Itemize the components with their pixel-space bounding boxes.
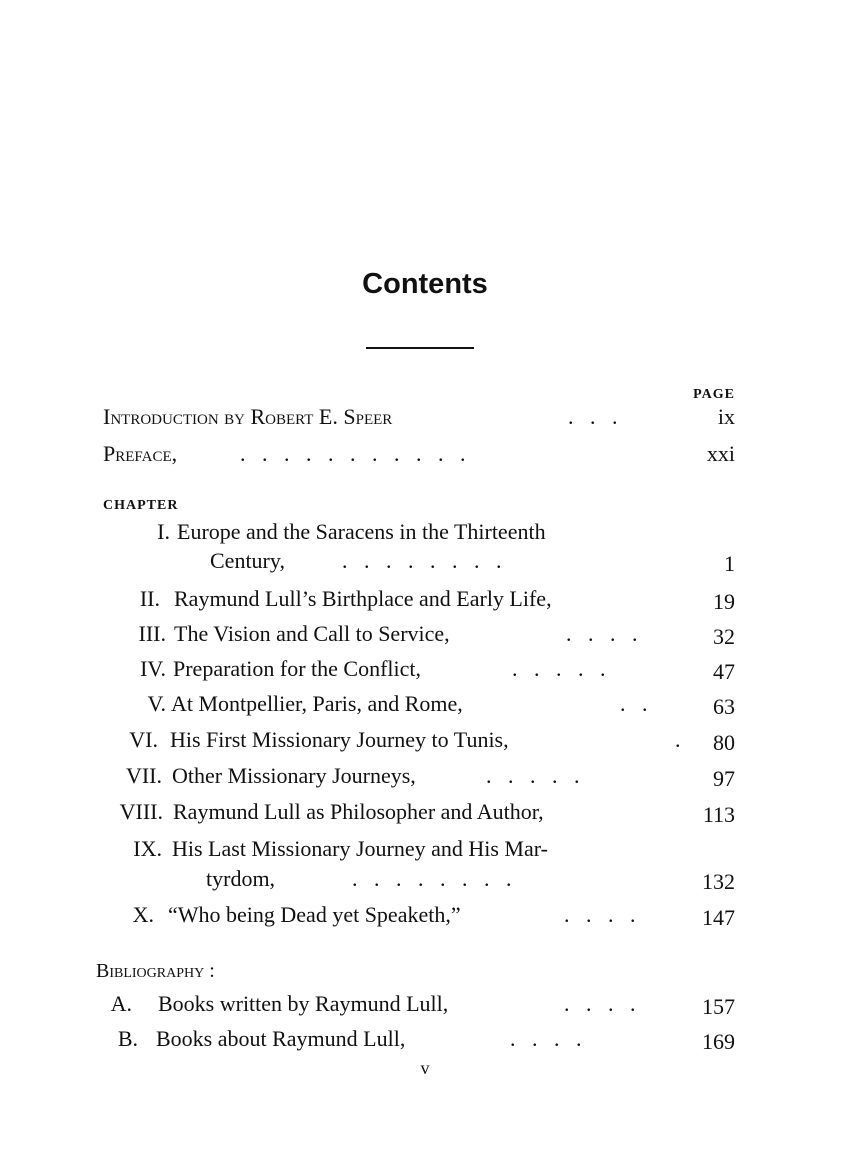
toc-entry-preface: Preface, — [103, 441, 178, 466]
chapter-number: II. — [139, 586, 160, 611]
chapter-number: X. — [132, 902, 154, 927]
bibliography-letter: A. — [110, 991, 132, 1016]
chapter-title: His First Missionary Journey to Tunis, — [170, 727, 509, 752]
folio-page-number: v — [420, 1058, 430, 1078]
chapter-heading: CHAPTER — [103, 498, 179, 513]
chapter-title: Preparation for the Conflict, — [173, 656, 422, 681]
chapter-number: I. — [157, 519, 170, 544]
page-number: 19 — [713, 589, 735, 614]
bibliography-entry: Books written by Raymund Lull, — [158, 991, 449, 1016]
chapter-title-continued: Century, — [210, 548, 285, 573]
chapter-number: IV. — [140, 656, 166, 681]
dot-leader: . — [675, 727, 681, 752]
page-number: 32 — [713, 624, 735, 649]
chapter-number: VIII. — [119, 799, 163, 824]
chapter-title: Raymund Lull as Philosopher and Author, — [173, 799, 544, 824]
chapter-number: V. — [147, 691, 166, 716]
chapter-title: “Who being Dead yet Speaketh,” — [168, 902, 461, 927]
bibliography-heading: Bibliography : — [96, 960, 215, 982]
page-number: ix — [717, 404, 735, 429]
chapter-number: VI. — [129, 727, 158, 752]
dot-leader: . . . . . . . . — [352, 866, 512, 891]
dot-leader: . . . . — [564, 902, 636, 927]
page-number: xxi — [706, 441, 735, 466]
toc-entry-introduction: Introduction by Robert E. Speer — [103, 404, 393, 429]
page-title: Contents — [362, 268, 488, 300]
chapter-title: At Montpellier, Paris, and Rome, — [171, 691, 463, 716]
dot-leader: . . . . . — [512, 656, 606, 681]
dot-leader: . . — [620, 691, 648, 716]
chapter-title: Other Missionary Journeys, — [172, 763, 416, 788]
chapter-title: Europe and the Saracens in the Thirteenth — [177, 519, 546, 544]
bibliography-entry: Books about Raymund Lull, — [156, 1026, 406, 1051]
page-number: 97 — [713, 766, 735, 791]
dot-leader: . . . . — [564, 991, 636, 1016]
chapter-number: IX. — [133, 836, 162, 861]
chapter-number: III. — [138, 621, 166, 646]
chapter-title-continued: tyrdom, — [206, 866, 276, 891]
dot-leader: . . . — [568, 404, 618, 429]
dot-leader: . . . . — [566, 621, 638, 646]
dot-leader: . . . . . . . . . . . — [240, 441, 466, 466]
dot-leader: . . . . — [510, 1026, 582, 1051]
page-column-heading: PAGE — [693, 387, 735, 402]
chapter-title: Raymund Lull’s Birthplace and Early Life, — [174, 586, 552, 611]
page-number: 80 — [713, 730, 735, 755]
bibliography-letter: B. — [117, 1026, 138, 1051]
title-rule — [366, 347, 474, 349]
page-number: 113 — [702, 802, 735, 827]
chapter-title: The Vision and Call to Service, — [174, 621, 450, 646]
chapter-number: VII. — [125, 763, 162, 788]
dot-leader: . . . . . — [486, 763, 580, 788]
page-number: 1 — [724, 551, 735, 576]
page-number: 157 — [702, 994, 735, 1019]
dot-leader: . . . . . . . . — [342, 548, 502, 573]
chapter-title: His Last Missionary Journey and His Mar- — [172, 836, 548, 861]
page-number: 63 — [713, 694, 735, 719]
page-number: 169 — [702, 1029, 735, 1054]
page-number: 132 — [702, 869, 735, 894]
page-number: 47 — [713, 659, 735, 684]
page-number: 147 — [702, 905, 735, 930]
